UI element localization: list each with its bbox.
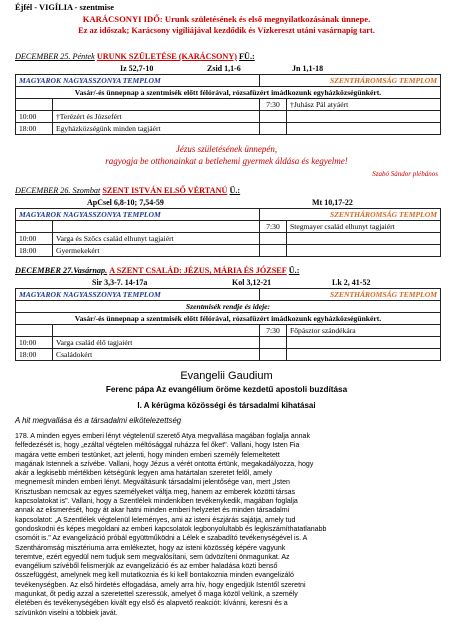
time-cell <box>260 233 287 245</box>
day1-reading-3: Jn 1,1-18 <box>292 64 324 73</box>
intention-cell <box>287 111 441 123</box>
article-line: kapcsolatot: „A Szentlélek végtelenül leleményes, ami az isteni észjárás sajátja, amely tud <box>15 516 296 524</box>
article-line: felfedezését is, hogy „ezáltal végtelen méltósággal ruházza fel őket". Vallani, hogy Isten Fia <box>15 442 300 450</box>
blessing-line-2: ragyogja be otthonainkat a betlehemi gyermek áldása és kegyelme! <box>105 156 348 166</box>
intention-cell <box>287 349 441 361</box>
time-cell: 10:00 <box>16 233 53 245</box>
article-line: evangélium szívéből felismerjük az evangelizáció és az ember haladása közti benső <box>15 563 278 571</box>
day3-church-left: MAGYAROK NAGYASSZONYA TEMPLOM <box>16 289 260 301</box>
day1-heading <box>15 52 255 61</box>
intention-cell: Varga család élő tagjaiért <box>53 337 260 349</box>
time-cell <box>16 99 53 111</box>
intention-cell <box>287 245 441 257</box>
vigilia-line: Éjfél - VIGÍLIA - szentmise <box>15 3 114 12</box>
article-line: kapcsolatokat is". Vallani, hogy a Szentlélek mindenkiben tevékenykedik, magában foglalja <box>15 498 298 506</box>
article-line: gondoskodni és képes megoldani az emberi kapcsolatok legbonyolultabb és legkiszámíthatatlanabb <box>15 525 327 533</box>
article-heading: A hit megvallása és a társadalmi elkötelezettség <box>15 416 182 425</box>
time-cell <box>260 245 287 257</box>
intention-cell: Gyermekekért <box>53 245 260 257</box>
intention-cell: Egyházközségünk minden tagjáért <box>53 123 260 135</box>
day2-church-left: MAGYAROK NAGYASSZONYA TEMPLOM <box>16 209 260 221</box>
day3-confession-note: Vasár/-és ünnepnap a szentmisék előtt félórával, rózsafüzért imádkozunk egyházközségünkért. <box>16 313 441 325</box>
day3-church-right: SZENTHÁROMSÁG TEMPLOM <box>260 289 441 301</box>
table-row <box>16 221 441 233</box>
day2-feast: SZENT ISTVÁN ELSŐ VÉRTANÚ <box>102 186 228 195</box>
intention-cell: Családokért <box>53 349 260 361</box>
article-section: I. A kérügma közösségi és társadalmi kihatásai <box>137 401 316 410</box>
intention-cell: †Juhász Pál atyáért <box>287 99 441 111</box>
day2-heading <box>15 186 240 195</box>
day3-suffix: Ü.: <box>288 266 300 275</box>
intention-cell: †Terézért és Józsefért <box>53 111 260 123</box>
table-row <box>16 233 441 245</box>
article-line: megnemesít minden emberi lényt. Megváltásunk társadalmi jelentősége van, mert „Isten <box>15 479 290 487</box>
intention-cell: Főpásztor szándékára <box>287 325 441 337</box>
intention-cell <box>53 99 260 111</box>
time-cell <box>16 325 53 337</box>
day2-date: DECEMBER 26. Szombat <box>15 186 101 195</box>
article-line: összefüggést, amelynek meg kell mutatkoznia és ki kell bontakoznia minden evangelizáló <box>15 572 294 580</box>
time-cell: 7:30 <box>260 99 287 111</box>
intention-cell <box>287 123 441 135</box>
article-line: szívünkön viselni a többiek javát. <box>15 609 118 617</box>
day1-church-right: SZENTHÁROMSÁG TEMPLOM <box>260 75 441 87</box>
day3-schedule-table <box>15 288 441 361</box>
day1-date: DECEMBER 25. Péntek <box>15 52 95 61</box>
day3-reading-2: Kol 3,12-21 <box>232 278 272 287</box>
intention-cell <box>287 233 441 245</box>
article-line: életében és tevékenységében kivált egy első és alapvető reakciót: kívánni, keresni és a <box>15 600 288 608</box>
table-row <box>16 111 441 123</box>
day3-heading <box>15 266 299 275</box>
intention-cell <box>287 337 441 349</box>
day3-date: DECEMBER 27.Vasárnap. <box>15 266 108 275</box>
day2-schedule-table <box>15 208 441 257</box>
day2-church-right: SZENTHÁROMSÁG TEMPLOM <box>260 209 441 221</box>
day1-feast: URUNK SZÜLETÉSE (KARÁCSONY) <box>96 52 237 61</box>
article-line: teremtve, ezért egyedül nem tudjuk sem megvalósítani, sem üdvözíteni önmagunkat. Az <box>15 553 290 561</box>
time-cell: 18:00 <box>16 123 53 135</box>
article-body <box>15 432 443 618</box>
article-line: annak az elismerését, hogy át akar hatni minden emberi helyzetet és minden társadalmi <box>15 507 290 515</box>
table-row <box>16 245 441 257</box>
day2-reading-2: Mt 10,17-22 <box>312 198 353 207</box>
article-line: Szentháromság misztériuma arra emlékeztet, hogy az isteni közösség képére vagyunk <box>15 544 286 552</box>
intention-cell: Varga és Szőcs család elhunyt tagjaiért <box>53 233 260 245</box>
time-cell: 10:00 <box>16 111 53 123</box>
time-cell <box>260 123 287 135</box>
time-cell <box>16 221 53 233</box>
day2-reading-1: ApCsel 6,8-10; 7,54-59 <box>87 198 164 207</box>
day2-suffix: Ü.: <box>229 186 241 195</box>
time-cell: 7:30 <box>260 221 287 233</box>
article-line: 178. A minden egyes emberi lényt végtelenül szerető Atya megvallása magában foglalja annak <box>15 433 310 440</box>
intention-cell <box>53 325 260 337</box>
time-cell <box>260 111 287 123</box>
article-line: tevékenységben. Az első hirdetés elfogadása, amely arra hív, hogy engedjük Istentől szeretni <box>15 581 306 589</box>
signature: Szabó Sándor plébános <box>372 170 438 178</box>
day3-reading-3: Lk 2, 41-52 <box>332 278 371 287</box>
table-row <box>16 337 441 349</box>
day3-reading-1: Sir 3,3-7. 14-17a <box>92 278 148 287</box>
table-row <box>16 349 441 361</box>
day1-church-left: MAGYAROK NAGYASSZONYA TEMPLOM <box>16 75 260 87</box>
day1-schedule-table <box>15 74 441 135</box>
table-row <box>16 123 441 135</box>
christmas-season-subtitle: Ez az időszak; Karácsony vigíliájával kezdődik és Vízkereszt utáni vasárnapig tart. <box>78 26 375 35</box>
blessing-line-1: Jézus születésének ünnepén, <box>175 144 278 154</box>
day3-mass-order: Szentmisék rendje és ideje: <box>16 301 441 313</box>
intention-cell <box>53 221 260 233</box>
day1-suffix: FÜ.: <box>239 52 255 61</box>
article-title: Evangelii Gaudium <box>180 370 273 382</box>
christmas-season-title: KARÁCSONYI IDŐ: Urunk születésének és első megnyilatkozásának ünnepe. <box>82 14 371 24</box>
table-row <box>16 99 441 111</box>
intention-cell: Stegmayer család elhunyt tagjaiért <box>287 221 441 233</box>
time-cell <box>260 337 287 349</box>
article-line: akár a legkisebb mértékben kétségünk legyen ama határtalan szeretet felől, amely <box>15 470 272 478</box>
article-line: magunkat, őt pedig azzal a szeretettel szeressük, amelyet ő maga közöl velünk, a személy <box>15 591 298 599</box>
article-line: Krisztusban nemcsak az egyes személyeket váltja meg, hanem az emberek közötti társas <box>15 488 296 496</box>
time-cell: 18:00 <box>16 349 53 361</box>
time-cell <box>260 349 287 361</box>
article-line: magára vette emberi testünket, azt jelenti, hogy minden emberi személy felemeltetett <box>15 451 280 459</box>
article-subtitle: Ferenc pápa Az evangélium öröme kezdetű apostoli buzdítása <box>105 385 348 394</box>
time-cell: 7:30 <box>260 325 287 337</box>
day1-reading-2: Zsid 1,1-6 <box>207 64 241 73</box>
day1-confession-note: Vasár/-és ünnepnap a szentmisék előtt félórával, rózsafüzért imádkozunk egyházközségünkért. <box>16 87 441 99</box>
time-cell: 10:00 <box>16 337 53 349</box>
article-line: magának Istennek a szívébe. Vallani, hogy Jézus a vérét ontotta értünk, megakadályozza, hogy <box>15 460 314 468</box>
time-cell: 18:00 <box>16 245 53 257</box>
article-line: csomóit is." Az evangelizáció próbál együttműködni a Lélek e szabadító tevékenységével is. A <box>15 535 308 543</box>
table-row <box>16 325 441 337</box>
day1-reading-1: Iz 52,7-10 <box>120 64 154 73</box>
day3-feast: A SZENT CSALÁD: JÉZUS, MÁRIA ÉS JÓZSEF <box>109 266 287 275</box>
